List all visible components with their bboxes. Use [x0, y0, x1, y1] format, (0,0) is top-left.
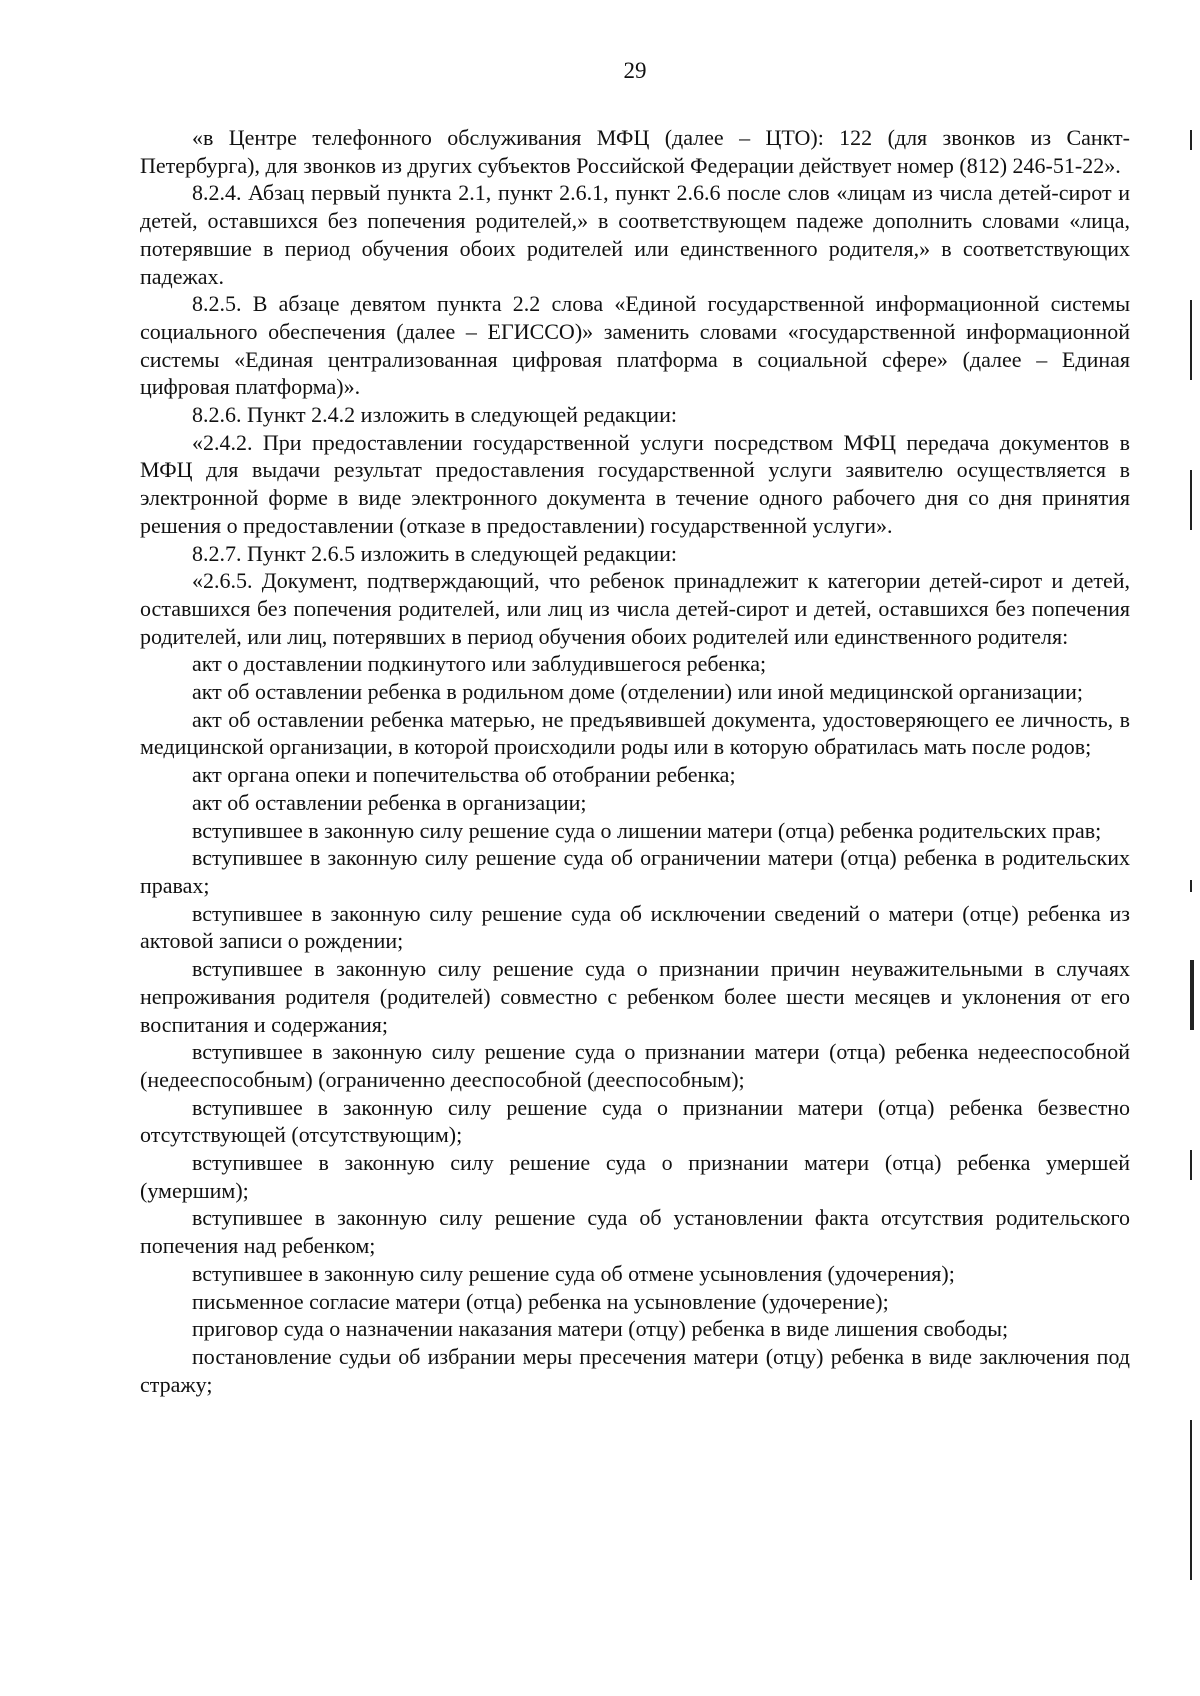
list-item: вступившее в законную силу решение суда о признании матери (отца) ребенка безвестно отсутствующей (отсутствующим);	[140, 1094, 1130, 1148]
list-item: акт об оставлении ребенка в организации;	[192, 789, 587, 815]
paragraph: 8.2.4. Абзац первый пункта 2.1, пункт 2.6.1, пункт 2.6.6 после слов «лицам из числа детей-сирот и детей, оставшихся без попечения родителей,» в соответствующем падеже дополнить словами «лица, потерявшие в период обучения обоих родителей или единственного родителя,» в соответствующих падежах.	[140, 180, 1130, 289]
paragraph: «в Центре телефонного обслуживания МФЦ (далее – ЦТО): 122 (для звонков из Санкт-Петербурга), для звонков из других субъектов Российской Федерации действует номер (812) 246-51-22».	[140, 125, 1130, 178]
paragraph: 8.2.7. Пункт 2.6.5 изложить в следующей редакции:	[192, 540, 677, 566]
list-item: приговор суда о назначении наказания матери (отцу) ребенка в виде лишения свободы;	[192, 1316, 1009, 1342]
list-item: вступившее в законную силу решение суда об исключении сведений о матери (отце) ребенка из актовой записи о рождении;	[140, 900, 1130, 954]
list-item: акт органа опеки и попечительства об отобрании ребенка;	[192, 762, 736, 788]
paragraph: «2.4.2. При предоставлении государственной услуги посредством МФЦ передача документов в МФЦ для выдачи результат предоставления государственной услуги заявителю осуществляется в электронной форме в виде электронного документа в течение одного рабочего дня со дня принятия решения о предоставлении (отказе в предоставлении) государственной услуги».	[140, 429, 1130, 538]
list-item: письменное согласие матери (отца) ребенка на усыновление (удочерение);	[192, 1288, 889, 1314]
list-item: вступившее в законную силу решение суда о признании матери (отца) ребенка умершей (умершим);	[140, 1150, 1130, 1203]
paragraph: 8.2.6. Пункт 2.4.2 изложить в следующей редакции:	[192, 402, 677, 428]
page-number: 29	[623, 58, 647, 83]
list-item: вступившее в законную силу решение суда о признании матери (отца) ребенка недееспособной (недееспособным) (ограниченно дееспособной (дееспособным);	[140, 1039, 1130, 1092]
scan-edge-marks	[1190, 0, 1194, 1696]
list-item: акт о доставлении подкинутого или заблудившегося ребенка;	[192, 651, 767, 677]
list-item: акт об оставлении ребенка матерью, не предъявившей документа, удостоверяющего ее личность, в медицинской организации, в которой происходили роды или в которую обратилась мать после родов;	[140, 706, 1130, 760]
list-item: вступившее в законную силу решение суда об ограничении матери (отца) ребенка в родительских правах;	[140, 845, 1130, 898]
paragraph: «2.6.5. Документ, подтверждающий, что ребенок принадлежит к категории детей-сирот и детей, оставшихся без попечения родителей, или лиц из числа детей-сирот и детей, оставшихся без попечения родителей, или лиц, потерявших в период обучения обоих родителей или единственного родителя:	[140, 568, 1130, 649]
list-item: вступившее в законную силу решение суда о признании причин неуважительными в случаях непроживания родителя (родителей) совместно с ребенком более шести месяцев и уклонения от его воспитания и содержания;	[140, 956, 1130, 1037]
document-body	[140, 124, 1130, 1398]
list-item: вступившее в законную силу решение суда об отмене усыновления (удочерения);	[192, 1260, 955, 1286]
list-item: вступившее в законную силу решение суда об установлении факта отсутствия родительского попечения над ребенком;	[140, 1205, 1130, 1259]
list-item: вступившее в законную силу решение суда о лишении матери (отца) ребенка родительских прав;	[192, 817, 1102, 843]
paragraph: 8.2.5. В абзаце девятом пункта 2.2 слова «Единой государственной информационной системы социального обеспечения (далее – ЕГИССО)» заменить словами «государственной информационной системы «Единая централизованная цифровая платформа в социальной сфере» (далее – Единая цифровая платформа)».	[140, 291, 1130, 400]
list-item: акт об оставлении ребенка в родильном доме (отделении) или иной медицинской организации;	[192, 679, 1083, 705]
list-item: постановление судьи об избрании меры пресечения матери (отцу) ребенка в виде заключения под стражу;	[140, 1343, 1130, 1397]
